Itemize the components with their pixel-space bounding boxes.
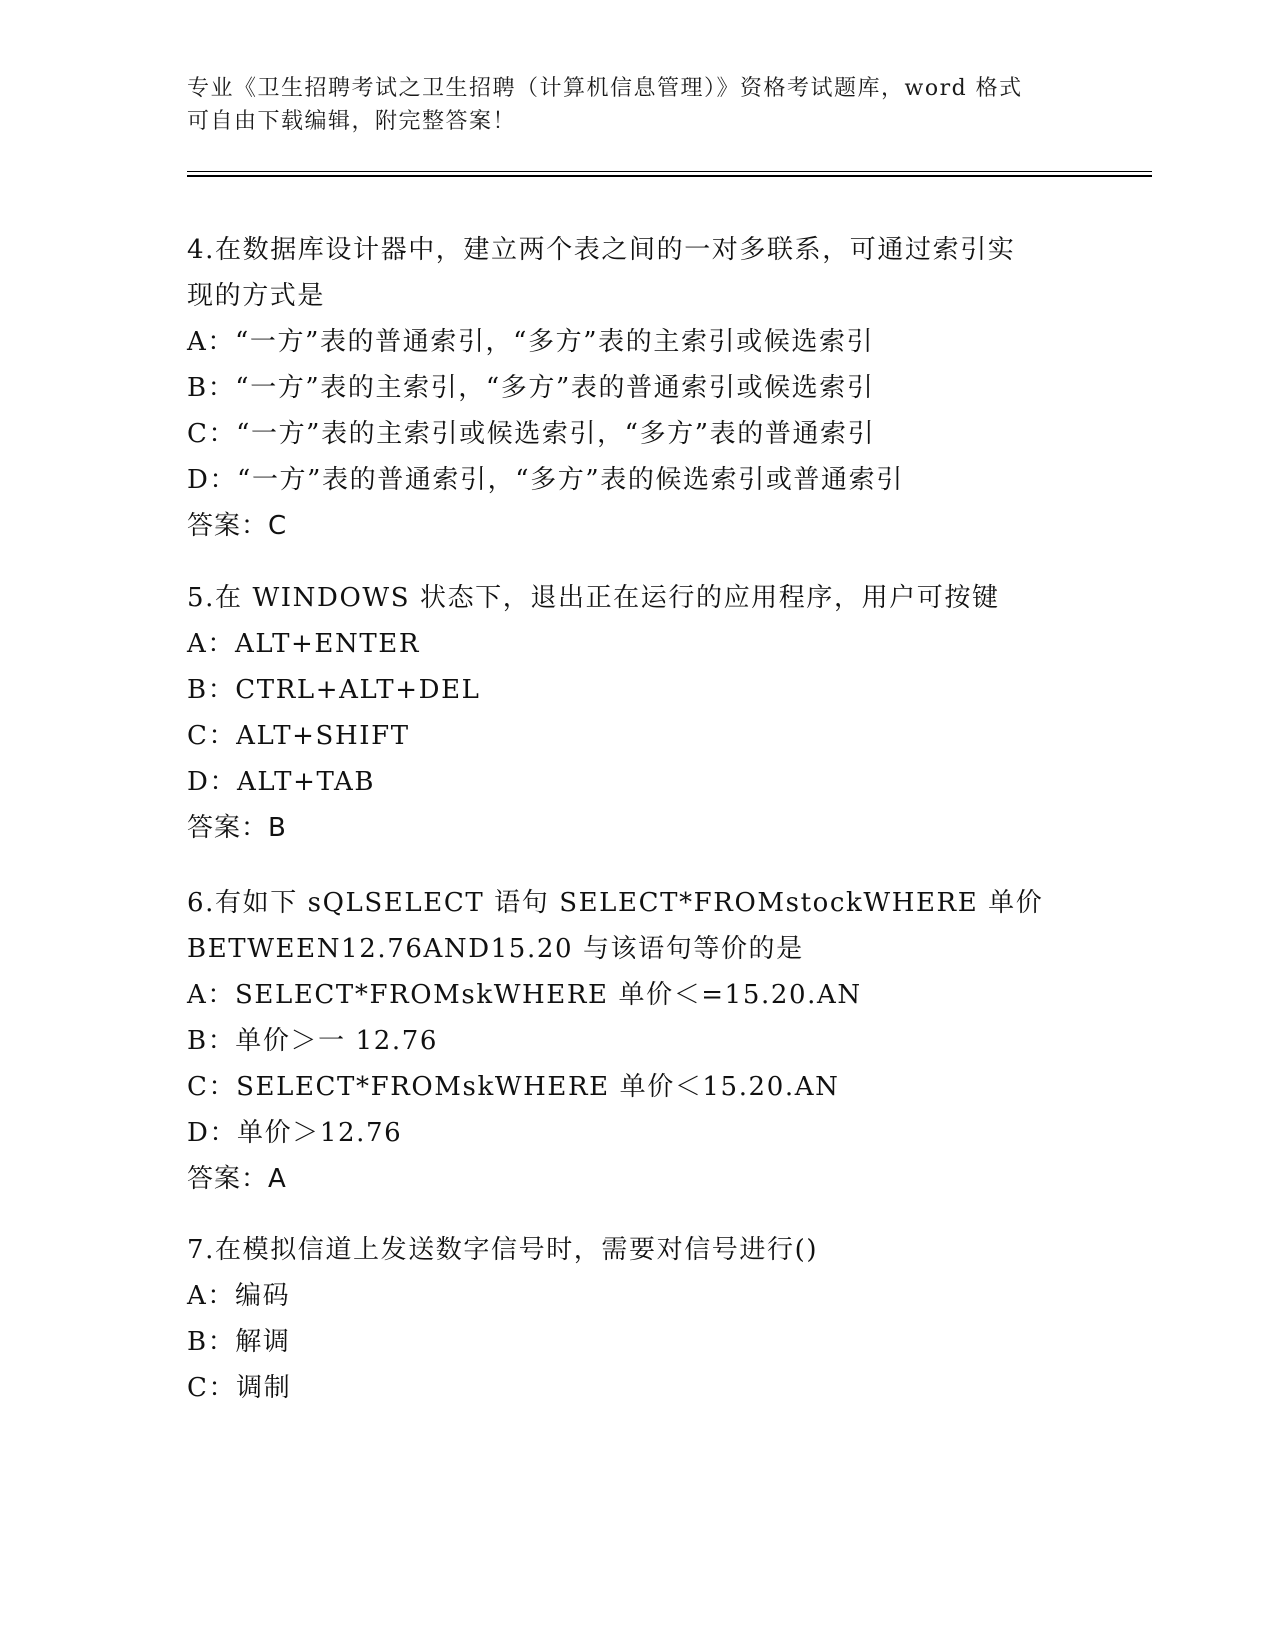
- option-d: D：单价＞12.76: [187, 1118, 403, 1148]
- header-divider-thin: [187, 171, 1152, 172]
- header-line-1: 专业《卫生招聘考试之卫生招聘（计算机信息管理）》资格考试题库，word 格式: [187, 76, 1023, 101]
- option-b: B：CTRL+ALT+DEL: [187, 675, 481, 705]
- option-a: A：SELECT*FROMskWHERE 单价＜=15.20.AN: [187, 980, 862, 1010]
- question-stem: 现的方式是: [187, 281, 326, 311]
- option-a: A：“一方”表的普通索引，“多方”表的主索引或候选索引: [187, 327, 875, 357]
- option-b: B：解调: [187, 1327, 291, 1357]
- option-d: D：“一方”表的普通索引，“多方”表的候选索引或普通索引: [187, 465, 904, 495]
- document-header: [187, 72, 1087, 138]
- option-a: A：编码: [187, 1281, 291, 1311]
- option-d: D：ALT+TAB: [187, 767, 376, 797]
- option-b: B：单价＞一 12.76: [187, 1026, 439, 1056]
- question-6: [187, 880, 1087, 1202]
- question-stem: BETWEEN12.76AND15.20 与该语句等价的是: [187, 934, 804, 964]
- option-c: C：ALT+SHIFT: [187, 721, 410, 751]
- question-stem: 6.有如下 sQLSELECT 语句 SELECT*FROMstockWHERE 单价: [187, 888, 1044, 918]
- option-c: C：“一方”表的主索引或候选索引，“多方”表的普通索引: [187, 419, 876, 449]
- answer-label: 答案：A: [187, 1164, 287, 1194]
- option-a: A：ALT+ENTER: [187, 629, 421, 659]
- option-b: B：“一方”表的主索引，“多方”表的普通索引或候选索引: [187, 373, 875, 403]
- answer-label: 答案：B: [187, 813, 287, 843]
- header-line-2: 可自由下载编辑，附完整答案！: [187, 109, 517, 134]
- question-7: [187, 1227, 1087, 1411]
- option-c: C：调制: [187, 1373, 292, 1403]
- question-5: [187, 575, 1087, 851]
- question-stem: 5.在 WINDOWS 状态下，退出正在运行的应用程序，用户可按键: [187, 583, 1000, 613]
- question-4: [187, 227, 1087, 549]
- question-stem: 4.在数据库设计器中，建立两个表之间的一对多联系，可通过索引实: [187, 235, 1016, 265]
- header-divider-thick: [187, 175, 1152, 177]
- option-c: C：SELECT*FROMskWHERE 单价＜15.20.AN: [187, 1072, 840, 1102]
- question-stem: 7.在模拟信道上发送数字信号时，需要对信号进行(): [187, 1235, 819, 1265]
- answer-label: 答案：C: [187, 511, 288, 541]
